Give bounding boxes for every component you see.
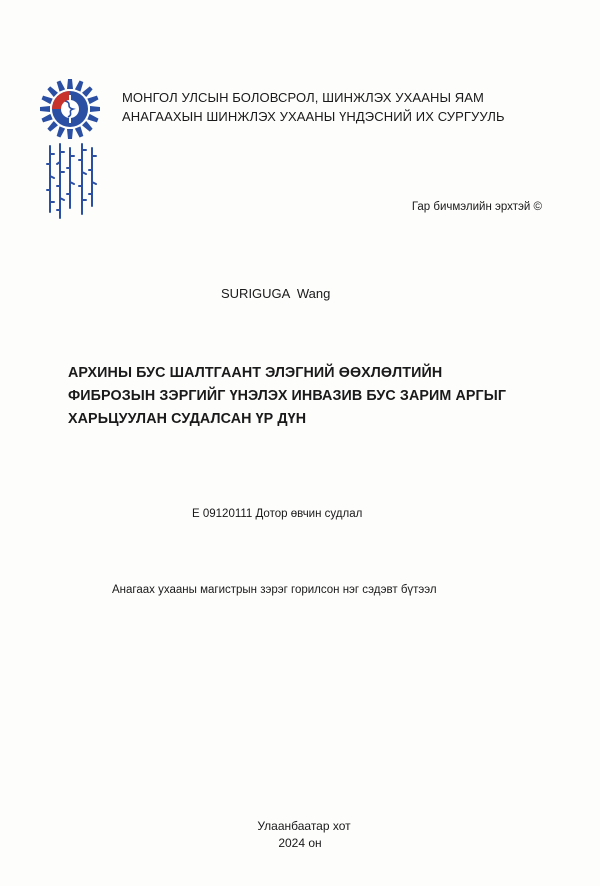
thesis-title-line-1: АРХИНЫ БУС ШАЛТГААНТ ЭЛЭГНИЙ ӨӨХЛӨЛТИЙН bbox=[68, 365, 443, 381]
mongolian-script-name-icon bbox=[44, 142, 100, 224]
thesis-title-line-2: ФИБРОЗЫН ЗЭРГИЙГ ҮНЭЛЭХ ИНВАЗИВ БУС ЗАРИМ АРГЫГ bbox=[68, 388, 507, 404]
specialty-code: Е 09120111 Дотор өвчин судлал bbox=[192, 508, 363, 520]
degree-statement: Анагаах ухааны магистрын зэрэг горилсон нэг сэдэвт бүтээл bbox=[112, 584, 437, 596]
year: 2024 он bbox=[278, 836, 322, 850]
thesis-title bbox=[68, 362, 507, 431]
author-name: SURIGUGA Wang bbox=[221, 286, 331, 301]
place-and-year bbox=[0, 818, 600, 852]
ministry-name: МОНГОЛ УЛСЫН БОЛОВСРОЛ, ШИНЖЛЭХ УХААНЫ ЯАМ bbox=[122, 90, 484, 105]
city: Улаанбаатар хот bbox=[257, 819, 351, 833]
university-emblem-icon bbox=[38, 78, 102, 140]
ministry-header bbox=[122, 88, 505, 126]
university-name: АНАГААХЫН ШИНЖЛЭХ УХААНЫ ҮНДЭСНИЙ ИХ СУРГУУЛЬ bbox=[122, 109, 505, 124]
copyright-note: Гар бичмэлийн эрхтэй © bbox=[411, 201, 542, 213]
thesis-title-line-3: ХАРЬЦУУЛАН СУДАЛСАН ҮР ДҮН bbox=[68, 411, 307, 427]
